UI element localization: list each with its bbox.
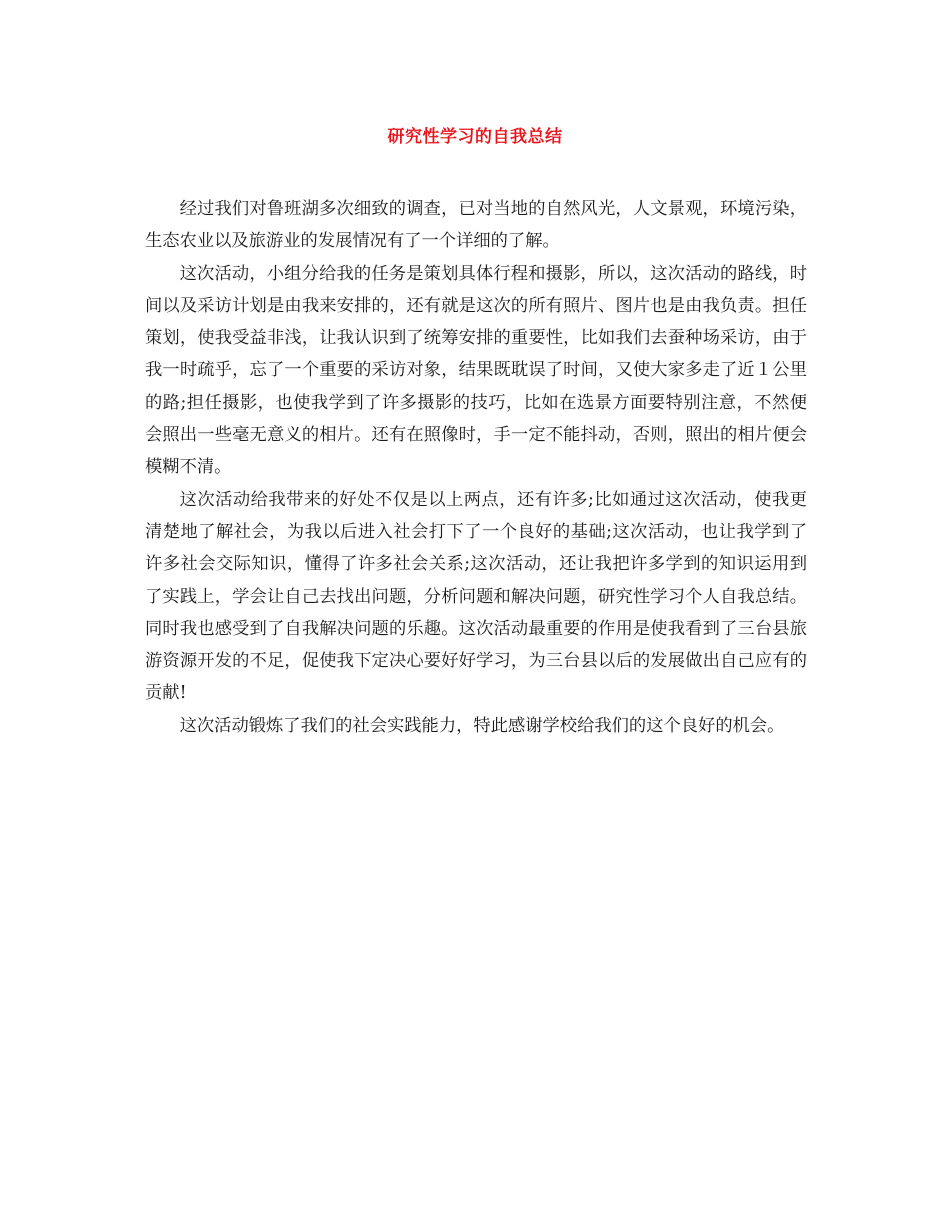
document-body [145, 193, 807, 742]
document-title: 研究性学习的自我总结 [387, 127, 563, 147]
paragraph-3: 这次活动给我带来的好处不仅是以上两点，还有许多;比如通过这次活动，使我更清楚地了解社会，为我以后进入社会打下了一个良好的基础;这次活动，也让我学到了许多社会交际知识，懂得了许多社会关系;这次活动，还让我把许多学到的知识运用到了实践上，学会让自己去找出问题，分析问题和解决问题，研究性学习个人自我总结。同时我也感受到了自我解决问题的乐趣。这次活动最重要的作用是使我看到了三台县旅游资源开发的不足，促使我下定决心要好好学习，为三台县以后的发展做出自己应有的贡献! [145, 489, 807, 704]
paragraph-4: 这次活动锻炼了我们的社会实践能力，特此感谢学校给我们的这个良好的机会。 [179, 715, 785, 736]
paragraph-1: 经过我们对鲁班湖多次细致的调查，已对当地的自然风光，人文景观，环境污染，生态农业以及旅游业的发展情况有了一个详细的了解。 [145, 199, 807, 252]
paragraph-2: 这次活动，小组分给我的任务是策划具体行程和摄影，所以，这次活动的路线，时间以及采访计划是由我来安排的，还有就是这次的所有照片、图片也是由我负责。担任策划，使我受益非浅，让我认识到了统筹安排的重要性，比如我们去蚕种场采访，由于我一时疏乎，忘了一个重要的采访对象，结果既耽误了时间，又使大家多走了近１公里的路;担任摄影，也使我学到了许多摄影的技巧，比如在选景方面要特别注意，不然便会照出一些毫无意义的相片。还有在照像时，手一定不能抖动，否则，照出的相片便会模糊不清。 [145, 263, 807, 478]
